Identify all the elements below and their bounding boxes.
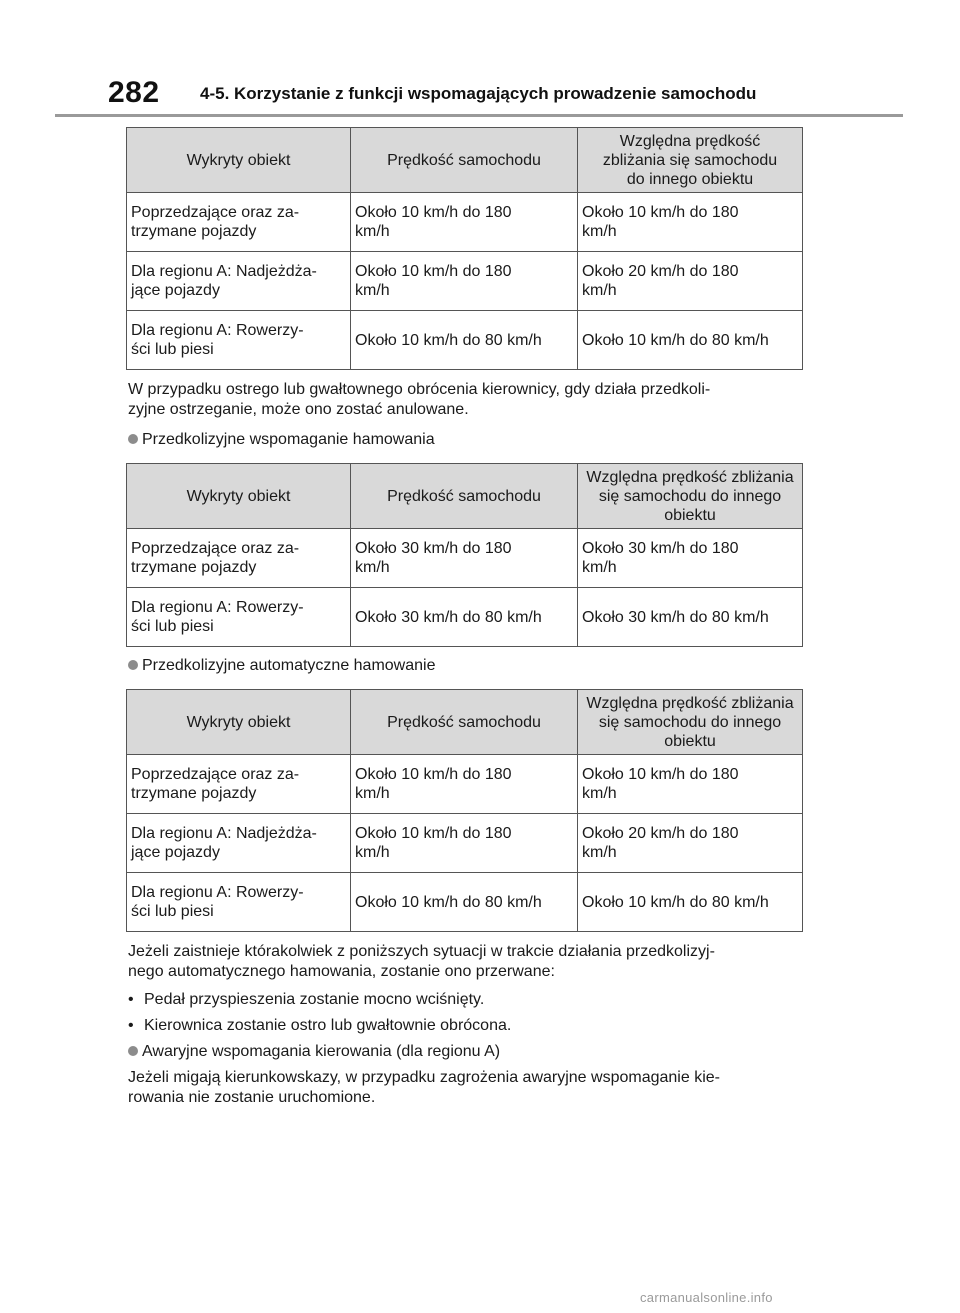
list-item — [128, 1016, 808, 1036]
bullet-icon — [128, 434, 138, 444]
table-cell: Około 10 km/h do 180 km/h — [351, 814, 578, 873]
section-emergency-steering — [128, 1042, 808, 1062]
table-cell: Około 10 km/h do 180 km/h — [578, 193, 803, 252]
column-header-detected-object: Wykryty obiekt — [127, 128, 351, 193]
table-cell: Około 10 km/h do 180 km/h — [351, 755, 578, 814]
page-header — [0, 0, 960, 120]
warning-speed-table — [126, 127, 803, 370]
table-header-row — [127, 464, 803, 529]
table-row — [127, 193, 803, 252]
table-cell: Dla regionu A: Rowerzy- ści lub piesi — [127, 588, 351, 647]
table-cell: Około 30 km/h do 180 km/h — [578, 529, 803, 588]
list-bullet: • — [128, 991, 134, 1008]
list-bullet: • — [128, 1017, 134, 1034]
table-cell: Około 10 km/h do 80 km/h — [351, 311, 578, 370]
column-header-relative-speed: Względna prędkość zbliżania się samochodu do innego obiektu — [578, 690, 803, 755]
bullet-icon — [128, 660, 138, 670]
paragraph-braking-interrupt: Jeżeli zaistnieje którakolwiek z poniższych sytuacji w trakcie działania przedkolizyj- nego automatycznego hamowania, zostanie ono przerwane: — [128, 943, 715, 980]
table-header-row — [127, 690, 803, 755]
section-braking-assist — [128, 430, 808, 450]
table-cell: Dla regionu A: Nadjeżdża- jące pojazdy — [127, 814, 351, 873]
section-automatic-braking — [128, 656, 808, 676]
table-cell: Dla regionu A: Rowerzy- ści lub piesi — [127, 311, 351, 370]
paragraph-warning-cancel: W przypadku ostrego lub gwałtownego obrócenia kierownicy, gdy działa przedkoli- zyjne ostrzeganie, może ono zostać anulowane. — [128, 381, 711, 418]
table-cell: Około 10 km/h do 80 km/h — [578, 311, 803, 370]
table-cell: Około 30 km/h do 180 km/h — [351, 529, 578, 588]
column-header-vehicle-speed: Prędkość samochodu — [351, 464, 578, 529]
table-cell: Około 10 km/h do 80 km/h — [578, 873, 803, 932]
section-label: Przedkolizyjne wspomaganie hamowania — [142, 431, 435, 448]
column-header-relative-speed: Względna prędkość zbliżania się samochodu do innego obiektu — [578, 128, 803, 193]
table-cell: Poprzedzające oraz za- trzymane pojazdy — [127, 755, 351, 814]
table-cell: Około 30 km/h do 80 km/h — [351, 588, 578, 647]
table-cell: Około 10 km/h do 180 km/h — [351, 252, 578, 311]
chapter-title: 4-5. Korzystanie z funkcji wspomagających prowadzenie samochodu — [200, 84, 757, 103]
bullet-icon — [128, 1046, 138, 1056]
table-cell: Dla regionu A: Nadjeżdża- jące pojazdy — [127, 252, 351, 311]
column-header-detected-object: Wykryty obiekt — [127, 690, 351, 755]
column-header-relative-speed: Względna prędkość zbliżania się samochodu do innego obiektu — [578, 464, 803, 529]
table-cell: Około 10 km/h do 180 km/h — [351, 193, 578, 252]
paragraph-steering-note: Jeżeli migają kierunkowskazy, w przypadku zagrożenia awaryjne wspomaganie kie- rowania nie zostanie uruchomione. — [128, 1069, 720, 1106]
braking-assist-speed-table — [126, 463, 803, 647]
list-item-text: Kierownica zostanie ostro lub gwałtownie obrócona. — [144, 1017, 512, 1034]
section-label: Przedkolizyjne automatyczne hamowanie — [142, 657, 436, 674]
table-cell: Dla regionu A: Rowerzy- ści lub piesi — [127, 873, 351, 932]
table-row — [127, 873, 803, 932]
table-row — [127, 588, 803, 647]
column-header-vehicle-speed: Prędkość samochodu — [351, 128, 578, 193]
column-header-vehicle-speed: Prędkość samochodu — [351, 690, 578, 755]
table-row — [127, 755, 803, 814]
table-cell: Poprzedzające oraz za- trzymane pojazdy — [127, 193, 351, 252]
table-cell: Około 20 km/h do 180 km/h — [578, 252, 803, 311]
table-header-row — [127, 128, 803, 193]
list-item-text: Pedał przyspieszenia zostanie mocno wciśnięty. — [144, 991, 485, 1008]
table-cell: Około 10 km/h do 80 km/h — [351, 873, 578, 932]
section-label: Awaryjne wspomagania kierowania (dla regionu A) — [142, 1043, 501, 1060]
table-row — [127, 529, 803, 588]
table-row — [127, 311, 803, 370]
table-row — [127, 252, 803, 311]
table-cell: Około 30 km/h do 80 km/h — [578, 588, 803, 647]
table-cell: Około 10 km/h do 180 km/h — [578, 755, 803, 814]
watermark: carmanualsonline.info — [640, 1290, 773, 1305]
table-cell: Poprzedzające oraz za- trzymane pojazdy — [127, 529, 351, 588]
page-number: 282 — [108, 76, 160, 109]
column-header-detected-object: Wykryty obiekt — [127, 464, 351, 529]
table-cell: Około 20 km/h do 180 km/h — [578, 814, 803, 873]
table-row — [127, 814, 803, 873]
header-divider — [55, 114, 903, 117]
list-item — [128, 990, 808, 1010]
automatic-braking-speed-table — [126, 689, 803, 932]
